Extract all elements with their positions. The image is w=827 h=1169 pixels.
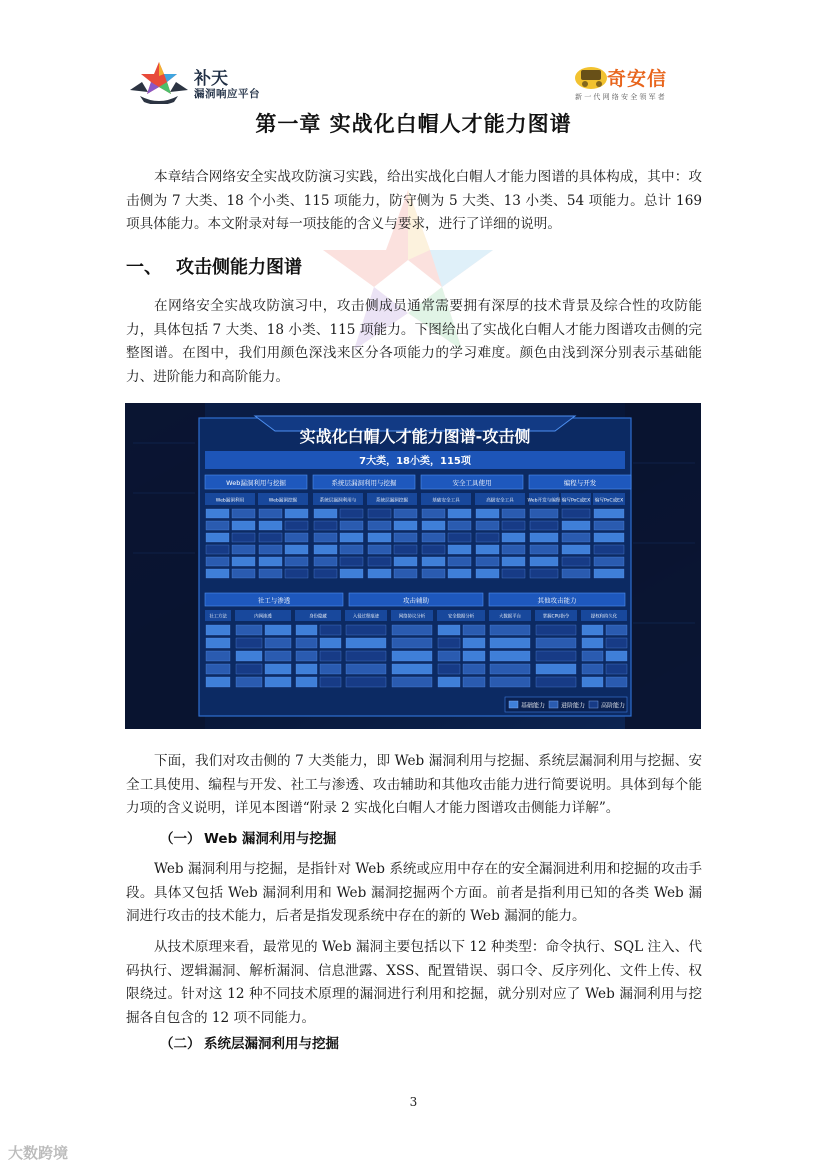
capability-block [530, 569, 558, 578]
capability-block [346, 664, 386, 674]
capability-map-graphic [125, 403, 701, 729]
capability-block [346, 625, 386, 635]
capability-block [206, 638, 230, 648]
capability-block [422, 533, 445, 542]
capability-block [476, 533, 499, 542]
bottom-subcategory-label: 社工方法 [209, 614, 227, 620]
capability-block [265, 638, 291, 648]
capability-block [265, 651, 291, 661]
bottom-subcategory-label: 入侵过程痕迹 [352, 614, 380, 620]
capability-block [502, 545, 525, 554]
capability-block [340, 569, 363, 578]
capability-block [422, 545, 445, 554]
capability-block [530, 545, 558, 554]
capability-block [236, 677, 262, 687]
capability-block [490, 638, 530, 648]
mascot-icon [573, 62, 609, 92]
capability-block [232, 569, 255, 578]
capability-block [562, 521, 590, 530]
butian-logo [128, 60, 308, 104]
capability-block [368, 521, 391, 530]
capability-block [232, 545, 255, 554]
capability-block [368, 545, 391, 554]
capability-block [340, 533, 363, 542]
capability-block [502, 557, 525, 566]
capability-block [490, 677, 530, 687]
capability-block [206, 533, 229, 542]
capability-block [368, 569, 391, 578]
capability-block [259, 521, 282, 530]
capability-block [394, 509, 417, 518]
figure-title: 实战化白帽人才能力图谱-攻击侧 [299, 427, 531, 446]
capability-block [536, 625, 576, 635]
capability-block [392, 625, 432, 635]
capability-block [296, 664, 317, 674]
qianxin-brand: 奇安信 [607, 68, 668, 90]
capability-block [438, 677, 460, 687]
capability-block [582, 664, 603, 674]
capability-block [368, 557, 391, 566]
capability-block [530, 533, 558, 542]
capability-block [259, 533, 282, 542]
capability-block [582, 677, 603, 687]
capability-block [422, 557, 445, 566]
capability-block [606, 664, 627, 674]
capability-block [463, 664, 485, 674]
capability-block [259, 569, 282, 578]
legend-label: 进阶能力 [561, 702, 586, 710]
capability-block [463, 625, 485, 635]
capability-block [394, 533, 417, 542]
capability-block [314, 521, 337, 530]
bottom-category-label: 社工与渗透 [257, 596, 291, 605]
figure-subtitle: 7大类，18小类，115项 [359, 456, 471, 467]
capability-block [296, 677, 317, 687]
top-subcategory-label: 编写PoC或EX [594, 498, 624, 504]
overview-paragraph: 下面，我们对攻击侧的 7 大类能力，即 Web 漏洞利用与挖掘、系统层漏洞利用与挖掘、安全工具使用、编程与开发、社工与渗透、攻击辅助和其他攻击能力进行简要说明。具体到每个能力项的含义说明，详见本图谱“附录 2 实战化白帽人才能力图谱攻击侧能力详解”。 [126, 753, 702, 816]
capability-block [448, 533, 471, 542]
top-subcategory-label: Web开发与编程 [527, 498, 561, 504]
top-subcategory-label: 系统层漏洞利用与 [319, 498, 357, 504]
capability-block [320, 677, 341, 687]
capability-block [606, 625, 627, 635]
top-category-label: 系统层漏洞利用与挖掘 [331, 479, 397, 487]
capability-block [606, 651, 627, 661]
capability-block [340, 557, 363, 566]
capability-block [206, 677, 230, 687]
capability-block [340, 545, 363, 554]
subsection-number: （一） [160, 831, 201, 847]
capability-block [536, 651, 576, 661]
capability-block [314, 545, 337, 554]
top-subcategory-label: 系统层漏洞挖掘 [375, 498, 409, 504]
capability-block [265, 625, 291, 635]
top-category-label: 编程与开发 [563, 479, 597, 487]
capability-block [320, 651, 341, 661]
web-vuln-types-paragraph: 从技术原理来看，最常见的 Web 漏洞主要包括以下 12 种类型：命令执行、SQL 注入、代码执行、逻辑漏洞、解析漏洞、信息泄露、XSS、配置错误、弱口令、反序列化、文件上传、权限绕过。针对这 12 种不同技术原理的漏洞进行利用和挖掘，就分别对应了 Web 漏洞利用与挖掘各自包含的 12 项不同能力。 [126, 939, 702, 1026]
capability-block [448, 509, 471, 518]
capability-block [490, 625, 530, 635]
attack-side-paragraph: 在网络安全实战攻防演习中，攻击侧成员通常需要拥有深厚的技术背景及综合性的攻防能力，具体包括 7 大类、18 小类、115 项能力。下图给出了实战化白帽人才能力图谱攻击侧的完整图谱。在图中，我们用颜色深浅来区分各项能力的学习难度。颜色由浅到深分别表示基础能力、进阶能力和高阶能力。 [126, 298, 702, 385]
capability-block [562, 569, 590, 578]
capability-block [422, 569, 445, 578]
subsection-heading-web [160, 827, 336, 847]
section-number: 一、 [126, 257, 162, 278]
butian-logo-subtitle: 漏洞响应平台 [194, 88, 260, 100]
top-subcategory-label: Web漏洞利用 [215, 498, 245, 504]
capability-block [206, 651, 230, 661]
capability-block [236, 638, 262, 648]
capability-block [340, 521, 363, 530]
bottom-subcategory-label: 内网渗透 [254, 614, 272, 620]
capability-block [594, 557, 624, 566]
top-subcategory-label: Web漏洞挖掘 [268, 498, 298, 504]
capability-block [206, 521, 229, 530]
capability-block [392, 638, 432, 648]
capability-block [285, 545, 308, 554]
capability-block [490, 651, 530, 661]
capability-block [536, 638, 576, 648]
capability-block [206, 664, 230, 674]
chapter-title: 第一章 实战化白帽人才能力图谱 [255, 112, 572, 136]
top-category-label: Web漏洞利用与挖掘 [226, 479, 286, 487]
capability-block [476, 509, 499, 518]
legend-swatch [589, 701, 598, 708]
capability-block [594, 569, 624, 578]
capability-block [438, 625, 460, 635]
capability-block [476, 557, 499, 566]
capability-block [368, 533, 391, 542]
capability-block [320, 664, 341, 674]
capability-block [296, 625, 317, 635]
capability-block [562, 509, 590, 518]
capability-block [346, 651, 386, 661]
capability-block [236, 625, 262, 635]
capability-block [448, 521, 471, 530]
capability-block [530, 509, 558, 518]
capability-block [232, 521, 255, 530]
capability-block [463, 677, 485, 687]
capability-block [422, 521, 445, 530]
capability-block [206, 625, 230, 635]
bottom-subcategory-label: 提权和持久化 [590, 614, 618, 620]
capability-block [594, 545, 624, 554]
bottom-subcategory-label: 掌握CPU指令 [542, 614, 570, 620]
capability-block [530, 521, 558, 530]
capability-block [206, 557, 229, 566]
qianxin-slogan: 新一代网络安全领军者 [575, 93, 667, 101]
capability-block [594, 521, 624, 530]
capability-block [394, 569, 417, 578]
capability-block [346, 677, 386, 687]
capability-block [285, 533, 308, 542]
capability-block [438, 664, 460, 674]
legend-swatch [509, 701, 518, 708]
capability-block [448, 545, 471, 554]
subsection-title: Web 漏洞利用与挖掘 [204, 831, 337, 847]
capability-block [606, 638, 627, 648]
capability-block [476, 569, 499, 578]
butian-logo-name: 补天 [194, 69, 228, 89]
page-number: 3 [409, 1095, 418, 1109]
top-subcategory-label: 高级安全工具 [486, 498, 514, 504]
subsection-heading-system [160, 1032, 339, 1052]
top-category-label: 安全工具使用 [452, 479, 492, 487]
capability-block [314, 569, 337, 578]
top-subcategory-label: 基础安全工具 [432, 498, 460, 504]
capability-block [606, 677, 627, 687]
capability-block [502, 509, 525, 518]
page-header [0, 58, 827, 108]
capability-block [562, 545, 590, 554]
capability-block [448, 557, 471, 566]
capability-block [314, 509, 337, 518]
capability-block [314, 533, 337, 542]
capability-block [296, 651, 317, 661]
capability-block [320, 625, 341, 635]
capability-block [476, 545, 499, 554]
bottom-subcategory-label: 安全数据分析 [447, 614, 475, 620]
capability-block [259, 545, 282, 554]
capability-block [392, 664, 432, 674]
capability-block [394, 545, 417, 554]
legend-label: 高阶能力 [601, 702, 626, 710]
bottom-category-label: 攻击辅助 [403, 596, 429, 605]
capability-block [594, 509, 624, 518]
capability-block [582, 625, 603, 635]
capability-block [502, 533, 525, 542]
capability-block [368, 509, 391, 518]
capability-block [448, 569, 471, 578]
capability-block [562, 533, 590, 542]
capability-block [232, 533, 255, 542]
capability-block [438, 651, 460, 661]
capability-block [536, 677, 576, 687]
capability-block [285, 521, 308, 530]
capability-block [394, 557, 417, 566]
capability-block [490, 664, 530, 674]
capability-block [530, 557, 558, 566]
corner-watermark: 大数跨境 [8, 1144, 69, 1162]
capability-block [463, 651, 485, 661]
capability-block [536, 664, 576, 674]
capability-block [236, 664, 262, 674]
intro-paragraph: 本章结合网络安全实战攻防演习实践，给出实战化白帽人才能力图谱的具体构成，其中：攻击侧为 7 大类、18 个小类、115 项能力，防守侧为 5 大类、13 小类、54 项能力。总计 169 项具体能力。本文附录对每一项技能的含义与要求，进行了详细的说明。 [126, 169, 702, 232]
capability-block [394, 521, 417, 530]
section-heading [126, 253, 302, 279]
capability-block [594, 533, 624, 542]
capability-block [296, 638, 317, 648]
figure-legend [505, 697, 627, 712]
capability-block [314, 557, 337, 566]
capability-block [206, 509, 229, 518]
capability-block [422, 509, 445, 518]
capability-block [392, 651, 432, 661]
bottom-subcategory-label: 身份隐藏 [309, 614, 327, 620]
capability-block [502, 521, 525, 530]
capability-block [265, 677, 291, 687]
capability-block [259, 557, 282, 566]
bottom-category-label: 其他攻击能力 [537, 596, 577, 605]
capability-block [206, 569, 229, 578]
capability-block [582, 638, 603, 648]
subsection-number: （二） [160, 1036, 201, 1052]
capability-block [463, 638, 485, 648]
qianxin-logo [573, 62, 703, 102]
capability-block [582, 651, 603, 661]
capability-block [320, 638, 341, 648]
capability-block [232, 557, 255, 566]
subsection-title: 系统层漏洞利用与挖掘 [204, 1036, 339, 1052]
star-logo-icon [128, 60, 190, 104]
capability-block [236, 651, 262, 661]
capability-map-figure [125, 403, 701, 729]
capability-block [285, 509, 308, 518]
capability-block [346, 638, 386, 648]
capability-block [232, 509, 255, 518]
legend-label: 基础能力 [521, 702, 546, 710]
capability-block [259, 509, 282, 518]
top-subcategory-label: 编写PoC或EX [561, 498, 591, 504]
capability-block [206, 545, 229, 554]
capability-block [438, 638, 460, 648]
capability-block [265, 664, 291, 674]
web-vuln-paragraph: Web 漏洞利用与挖掘，是指针对 Web 系统或应用中存在的安全漏洞进利用和挖掘的攻击手段。具体又包括 Web 漏洞利用和 Web 漏洞挖掘两个方面。前者是指利用已知的各类 Web 漏洞进行攻击的技术能力，后者是指发现系统中存在的新的 Web 漏洞的能力。 [126, 861, 702, 924]
bottom-subcategory-label: 大数据平台 [499, 614, 521, 620]
capability-block [285, 557, 308, 566]
capability-block [340, 509, 363, 518]
capability-block [502, 569, 525, 578]
capability-block [476, 521, 499, 530]
capability-block [392, 677, 432, 687]
section-title: 攻击侧能力图谱 [176, 257, 302, 278]
bottom-subcategory-label: 网络协议分析 [398, 614, 426, 620]
capability-block [562, 557, 590, 566]
legend-swatch [549, 701, 558, 708]
capability-block [285, 569, 308, 578]
bottom-capability-blocks [206, 625, 627, 687]
